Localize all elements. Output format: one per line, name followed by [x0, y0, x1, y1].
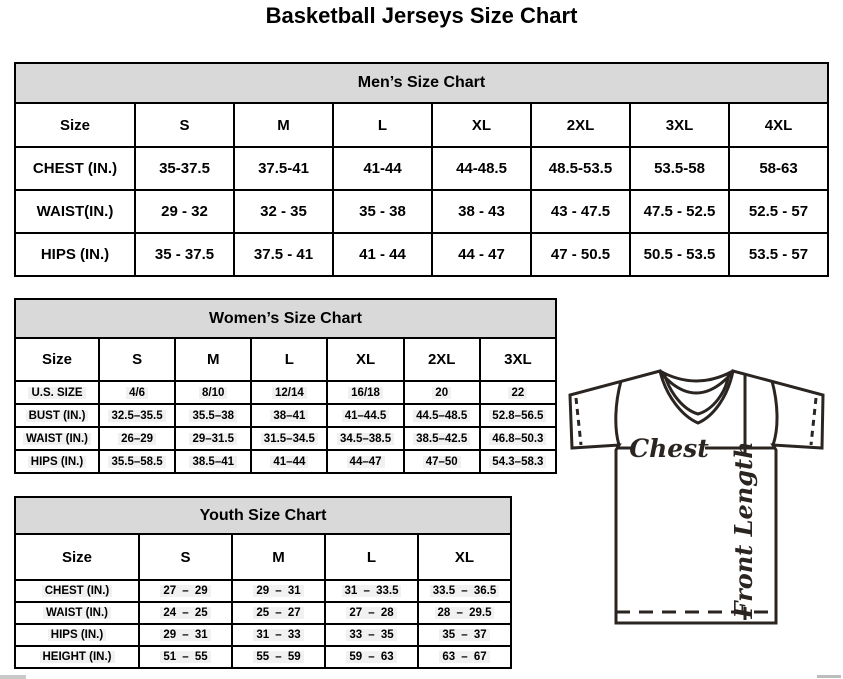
cell-value: 26–29	[118, 433, 156, 445]
cell-value: 27 – 28	[346, 607, 396, 619]
cell-value: 54.3–58.3	[489, 456, 546, 468]
column-header: 3XL	[630, 103, 729, 147]
table-title: Men’s Size Chart	[15, 63, 828, 103]
cell-value: 37.5-41	[258, 160, 309, 177]
value-cell	[480, 427, 556, 450]
value-cell	[325, 624, 418, 646]
value-cell	[139, 580, 232, 602]
column-header: L	[251, 338, 327, 381]
cell-value: 47–50	[423, 456, 461, 468]
value-cell	[630, 147, 729, 190]
cell-value: 46.8–50.3	[489, 433, 546, 445]
value-cell	[630, 190, 729, 233]
value-cell	[432, 190, 531, 233]
value-cell	[325, 602, 418, 624]
row-label: CHEST (IN.)	[42, 585, 113, 597]
table-row	[15, 404, 556, 427]
horizontal-scrollbar-fragment[interactable]	[0, 675, 26, 679]
row-label: WAIST(IN.)	[36, 203, 114, 220]
value-cell	[232, 646, 325, 668]
cell-value: 37.5 - 41	[253, 246, 314, 263]
column-header: M	[175, 338, 251, 381]
cuff-dash-line	[576, 398, 581, 445]
table-row	[15, 381, 556, 404]
table-row	[15, 147, 828, 190]
value-cell	[333, 190, 432, 233]
value-cell	[175, 427, 251, 450]
size-column-header: Size	[15, 338, 99, 381]
table-row	[15, 646, 511, 668]
value-cell	[251, 404, 327, 427]
cell-value: 16/18	[348, 387, 383, 399]
cell-value: 33.5 – 36.5	[430, 585, 500, 597]
value-cell	[729, 190, 828, 233]
front-length-label: Front Length	[729, 441, 758, 619]
column-header-row	[15, 103, 828, 147]
youth-size-chart-section	[14, 496, 512, 669]
value-cell	[404, 450, 480, 473]
row-header-cell	[15, 147, 135, 190]
cell-value: 43 - 47.5	[550, 203, 611, 220]
value-cell	[432, 147, 531, 190]
cuff-dash-line	[811, 398, 816, 445]
cell-value: 31.5–34.5	[261, 433, 318, 445]
row-header-cell	[15, 427, 99, 450]
cell-value: 52.8–56.5	[489, 410, 546, 422]
value-cell	[333, 233, 432, 276]
table-title: Youth Size Chart	[15, 497, 511, 534]
cell-value: 52.5 - 57	[748, 203, 809, 220]
value-cell	[480, 404, 556, 427]
value-cell	[327, 381, 403, 404]
cell-value: 41–44	[270, 456, 308, 468]
value-cell	[404, 404, 480, 427]
value-cell	[234, 190, 333, 233]
cell-value: 35-37.5	[159, 160, 210, 177]
cell-value: 44–47	[347, 456, 385, 468]
value-cell	[139, 602, 232, 624]
value-cell	[251, 381, 327, 404]
value-cell	[418, 624, 511, 646]
value-cell	[418, 580, 511, 602]
armhole-seam	[616, 381, 621, 445]
value-cell	[630, 233, 729, 276]
column-header: 2XL	[404, 338, 480, 381]
row-label: CHEST (IN.)	[32, 160, 118, 177]
row-header-cell	[15, 624, 139, 646]
value-cell	[325, 580, 418, 602]
value-cell	[232, 580, 325, 602]
column-header: S	[135, 103, 234, 147]
mens-size-chart-section	[14, 62, 829, 277]
size-column-header: Size	[15, 103, 135, 147]
value-cell	[327, 427, 403, 450]
value-cell	[480, 381, 556, 404]
table-row	[15, 580, 511, 602]
cell-value: 32.5–35.5	[108, 410, 165, 422]
value-cell	[139, 646, 232, 668]
cell-value: 38.5–41	[189, 456, 237, 468]
table-row	[15, 190, 828, 233]
value-cell	[327, 404, 403, 427]
value-cell	[234, 147, 333, 190]
cell-value: 29 - 32	[161, 203, 208, 220]
value-cell	[232, 624, 325, 646]
cell-value: 41-44	[363, 160, 402, 177]
table-title-band	[15, 497, 511, 534]
cell-value: 35.5–38	[189, 410, 237, 422]
value-cell	[333, 147, 432, 190]
value-cell	[99, 404, 175, 427]
row-header-cell	[15, 602, 139, 624]
row-header-cell	[15, 450, 99, 473]
cell-value: 38 - 43	[458, 203, 505, 220]
horizontal-scrollbar-fragment[interactable]	[817, 675, 841, 678]
column-header: L	[333, 103, 432, 147]
value-cell	[418, 602, 511, 624]
cell-value: 48.5-53.5	[548, 160, 613, 177]
cell-value: 53.5-58	[654, 160, 705, 177]
value-cell	[175, 381, 251, 404]
value-cell	[729, 147, 828, 190]
page-title: Basketball Jerseys Size Chart	[265, 3, 578, 28]
column-header: XL	[418, 534, 511, 580]
cell-value: 8/10	[199, 387, 227, 399]
row-header-cell	[15, 190, 135, 233]
value-cell	[404, 427, 480, 450]
cell-value: 29 – 31	[160, 629, 210, 641]
youth-size-table	[14, 496, 512, 669]
value-cell	[234, 233, 333, 276]
column-header: S	[99, 338, 175, 381]
column-header-row	[15, 534, 511, 580]
jersey-measurement-diagram	[558, 358, 836, 630]
cell-value: 44-48.5	[456, 160, 507, 177]
row-label: BUST (IN.)	[26, 410, 89, 422]
cell-value: 35 - 37.5	[154, 246, 215, 263]
value-cell	[404, 381, 480, 404]
value-cell	[327, 450, 403, 473]
womens-size-table	[14, 298, 557, 474]
row-header-cell	[15, 233, 135, 276]
column-header: M	[234, 103, 333, 147]
table-title-band	[15, 299, 556, 338]
row-label: WAIST (IN.)	[23, 433, 91, 445]
table-row	[15, 602, 511, 624]
value-cell	[251, 450, 327, 473]
value-cell	[139, 624, 232, 646]
cell-value: 63 – 67	[439, 651, 489, 663]
value-cell	[135, 233, 234, 276]
row-header-cell	[15, 381, 99, 404]
column-header: XL	[432, 103, 531, 147]
row-header-cell	[15, 404, 99, 427]
column-header: 3XL	[480, 338, 556, 381]
column-header: 2XL	[531, 103, 630, 147]
cell-value: 20	[432, 387, 451, 399]
table-row	[15, 624, 511, 646]
cell-value: 35 – 37	[439, 629, 489, 641]
cell-value: 38–41	[270, 410, 308, 422]
value-cell	[99, 450, 175, 473]
value-cell	[531, 147, 630, 190]
row-header-cell	[15, 580, 139, 602]
column-header: 4XL	[729, 103, 828, 147]
mens-size-table	[14, 62, 829, 277]
cell-value: 33 – 35	[346, 629, 396, 641]
table-title-band	[15, 63, 828, 103]
cell-value: 31 – 33	[253, 629, 303, 641]
cell-value: 31 – 33.5	[342, 585, 402, 597]
cell-value: 55 – 59	[253, 651, 303, 663]
value-cell	[729, 233, 828, 276]
row-header-cell	[15, 646, 139, 668]
row-label: HIPS (IN.)	[48, 629, 106, 641]
table-row	[15, 233, 828, 276]
cell-value: 4/6	[126, 387, 148, 399]
value-cell	[480, 450, 556, 473]
column-header: S	[139, 534, 232, 580]
cell-value: 32 - 35	[260, 203, 307, 220]
cell-value: 38.5–42.5	[413, 433, 470, 445]
armhole-seam	[772, 381, 777, 445]
table-row	[15, 427, 556, 450]
collar-arc	[660, 371, 733, 381]
table-row	[15, 450, 556, 473]
cell-value: 51 – 55	[160, 651, 210, 663]
cell-value: 35 - 38	[359, 203, 406, 220]
cell-value: 12/14	[272, 387, 307, 399]
cell-value: 41 - 44	[359, 246, 406, 263]
value-cell	[418, 646, 511, 668]
row-label: U.S. SIZE	[28, 387, 85, 399]
row-label: HIPS (IN.)	[40, 246, 110, 263]
row-label: HEIGHT (IN.)	[40, 651, 115, 663]
value-cell	[232, 602, 325, 624]
value-cell	[531, 190, 630, 233]
value-cell	[99, 427, 175, 450]
womens-size-chart-section	[14, 298, 557, 474]
cell-value: 53.5 - 57	[748, 246, 809, 263]
value-cell	[135, 190, 234, 233]
cell-value: 25 – 27	[253, 607, 303, 619]
column-header-row	[15, 338, 556, 381]
cell-value: 22	[508, 387, 527, 399]
value-cell	[175, 450, 251, 473]
size-column-header: Size	[15, 534, 139, 580]
table-title: Women’s Size Chart	[15, 299, 556, 338]
value-cell	[325, 646, 418, 668]
cell-value: 44 - 47	[458, 246, 505, 263]
value-cell	[135, 147, 234, 190]
cell-value: 47.5 - 52.5	[643, 203, 716, 220]
cell-value: 47 - 50.5	[550, 246, 611, 263]
cell-value: 24 – 25	[160, 607, 210, 619]
value-cell	[531, 233, 630, 276]
column-header: L	[325, 534, 418, 580]
cell-value: 34.5–38.5	[337, 433, 394, 445]
cell-value: 58-63	[759, 160, 798, 177]
cell-value: 50.5 - 53.5	[643, 246, 716, 263]
value-cell	[432, 233, 531, 276]
cell-value: 29–31.5	[189, 433, 237, 445]
cell-value: 41–44.5	[342, 410, 390, 422]
row-label: HIPS (IN.)	[28, 456, 86, 468]
value-cell	[99, 381, 175, 404]
row-label: WAIST (IN.)	[43, 607, 111, 619]
cell-value: 28 – 29.5	[435, 607, 495, 619]
column-header: XL	[327, 338, 403, 381]
cell-value: 35.5–58.5	[108, 456, 165, 468]
value-cell	[251, 427, 327, 450]
cell-value: 44.5–48.5	[413, 410, 470, 422]
chest-label: Chest	[629, 434, 709, 463]
column-header: M	[232, 534, 325, 580]
cell-value: 59 – 63	[346, 651, 396, 663]
jersey-outline	[570, 371, 823, 623]
cell-value: 27 – 29	[160, 585, 210, 597]
cell-value: 29 – 31	[253, 585, 303, 597]
value-cell	[175, 404, 251, 427]
